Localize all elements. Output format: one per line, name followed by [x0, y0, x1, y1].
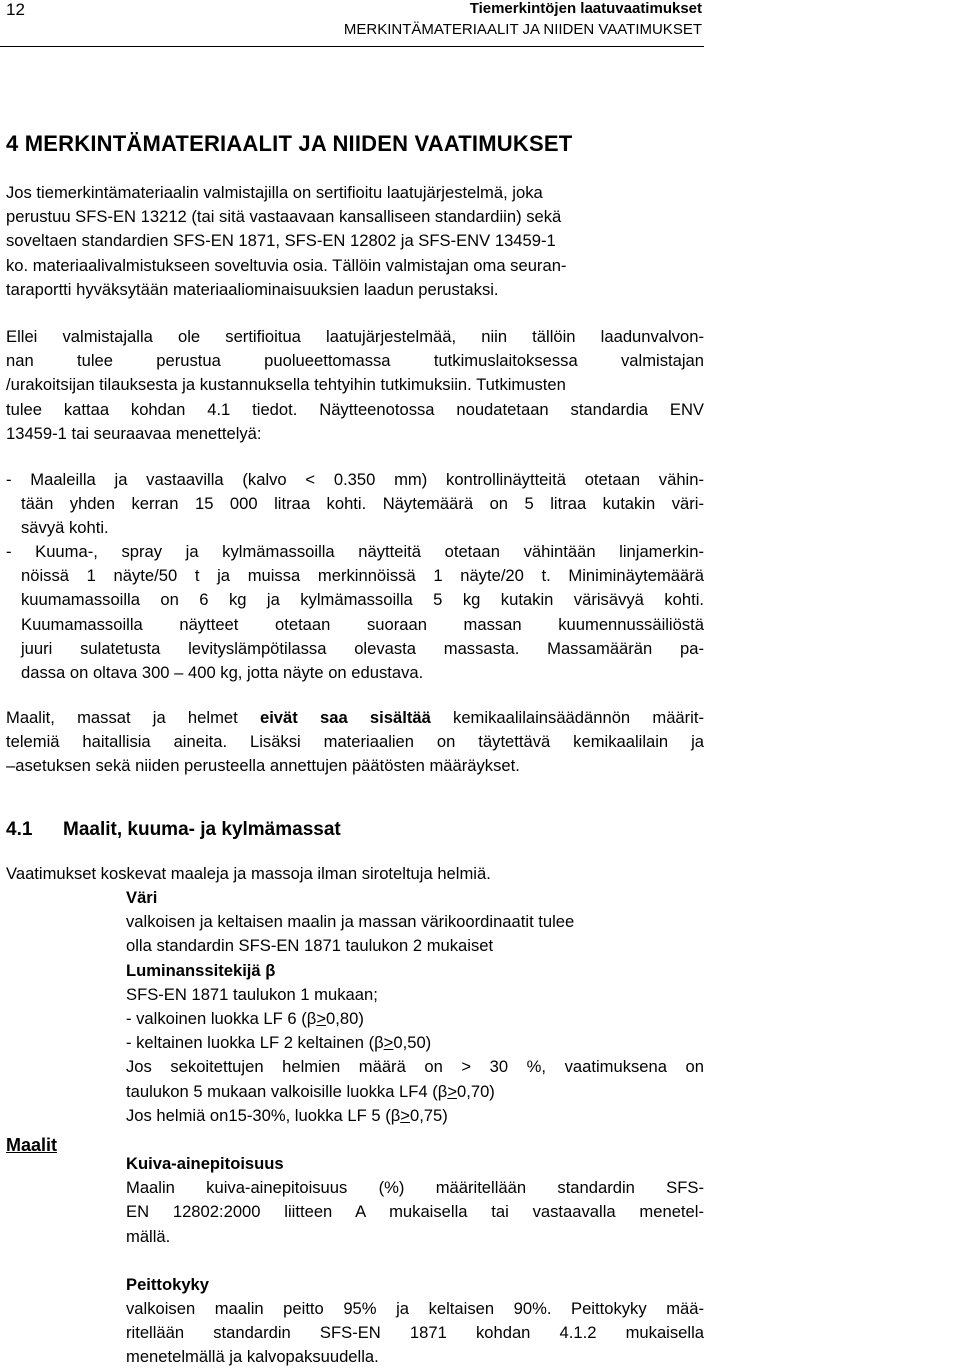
text-line: ritellään standardin SFS-EN 1871 kohdan 4.1.2 mukaisella	[126, 1323, 704, 1343]
header-title: Tiemerkintöjen laatuvaatimukset	[469, 0, 702, 17]
text-line: - Maaleilla ja vastaavilla (kalvo < 0.350 mm) kontrollinäytteitä otetaan vähin-	[6, 470, 704, 489]
spacer	[126, 1249, 704, 1273]
text-line: taraportti hyväksytään materiaaliominaisuuksien laadun perustaksi.	[6, 279, 499, 299]
requirements-column	[126, 886, 704, 1370]
subsection-heading	[6, 818, 341, 842]
text-line: –asetuksen sekä niiden perusteella annettujen päätösten määräykset.	[6, 756, 520, 776]
text-line: 13459-1 tai seuraavaa menettelyä:	[6, 423, 262, 443]
text-line: - Kuuma-, spray ja kylmämassoilla näytteitä otetaan vähintään linjamerkin-	[6, 542, 704, 561]
paragraph-chemicals	[6, 706, 704, 779]
text-line: Jos helmiä on15-30%, luokka LF 5 (β>0,75)	[126, 1105, 448, 1125]
emphasis-text: eivät saa sisältää	[259, 708, 431, 727]
text-line: - valkoinen luokka LF 6 (β>0,80)	[126, 1009, 364, 1029]
header-chapter: MERKINTÄMATERIAALIT JA NIIDEN VAATIMUKSET	[343, 21, 702, 38]
text-line: tään yhden kerran 15 000 litraa kohti. Näytemäärä on 5 litraa kutakin väri-	[21, 494, 704, 514]
text-line: Jos sekoitettujen helmien määrä on > 30 %, vaatimuksena on	[126, 1057, 704, 1077]
spacer	[126, 1128, 704, 1152]
text-line: perustuu SFS-EN 13212 (tai sitä vastaavaan kansalliseen standardiin) sekä	[6, 207, 562, 227]
text-line: telemiä haitallisia aineita. Lisäksi materiaalien on täytettävä kemikaalilain ja	[6, 732, 704, 752]
text-line: Maalin kuiva-ainepitoisuus (%) määritellään standardin SFS-	[126, 1178, 704, 1198]
text-segment: Maalit, massat ja helmet	[6, 708, 260, 727]
text-line: menetelmällä ja kalvopaksuudella.	[126, 1347, 379, 1367]
text-line: kuumamassoilla on 6 kg ja kylmämassoilla 5 kg kutakin värisävyä kohti.	[21, 590, 704, 610]
text-line: Ellei valmistajalla ole sertifioitua laatujärjestelmää, niin tällöin laadunvalvon-	[6, 327, 704, 346]
text-line: ko. materiaalivalmistukseen soveltuvia osia. Tällöin valmistajan oma seuran-	[6, 255, 567, 275]
text-line: /urakoitsijan tilauksesta ja kustannuksella tehtyihin tutkimuksiin. Tutkimusten	[6, 375, 566, 395]
text-segment: kemikaalilainsäädännön määrit-	[430, 708, 704, 727]
requirement-title-dry-content: Kuiva-ainepitoisuus	[126, 1154, 284, 1174]
subsection-number: 4.1	[6, 819, 33, 840]
requirement-title-hiding-power: Peittokyky	[126, 1274, 210, 1294]
paragraph-quality-control	[6, 325, 704, 446]
text-line	[6, 706, 704, 730]
text-line: soveltaen standardien SFS-EN 1871, SFS-EN 12802 ja SFS-ENV 13459-1	[6, 231, 556, 251]
text-line: sävyä kohti.	[21, 518, 109, 538]
text-line: valkoisen ja keltaisen maalin ja massan värikoordinaatit tulee	[126, 912, 575, 932]
text-line: EN 12802:2000 liitteen A mukaisella tai vastaavalla menetel-	[126, 1202, 704, 1222]
header-rule	[0, 46, 704, 47]
subsection-title: Maalit, kuuma- ja kylmämassat	[63, 819, 341, 840]
requirement-title-luminance: Luminanssitekijä β	[126, 960, 276, 980]
text-line: nöissä 1 näyte/50 t ja muissa merkinnöissä 1 näyte/20 t. Miniminäytemäärä	[21, 566, 704, 586]
subsection-intro: Vaatimukset koskevat maaleja ja massoja ilman siroteltuja helmiä.	[6, 864, 491, 883]
list-item-masses	[6, 540, 704, 685]
paragraph-certification	[6, 181, 704, 302]
text-line: SFS-EN 1871 taulukon 1 mukaan;	[126, 984, 378, 1004]
list-item-paints	[6, 468, 704, 541]
text-line: juuri sulatetusta levityslämpötilassa olevasta massasta. Massamäärän pa-	[21, 638, 704, 658]
text-line: Jos tiemerkintämateriaalin valmistajilla on sertifioitu laatujärjestelmä, joka	[6, 183, 543, 202]
text-line: olla standardin SFS-EN 1871 taulukon 2 mukaiset	[126, 936, 494, 956]
text-line: tulee kattaa kohdan 4.1 tiedot. Näytteenotossa noudatetaan standardia ENV	[6, 399, 704, 419]
text-line: Kuumamassoilla näytteet otetaan suoraan massan kuumennussäiliöstä	[21, 614, 704, 634]
requirement-title-color: Väri	[126, 888, 158, 907]
section-heading: 4 MERKINTÄMATERIAALIT JA NIIDEN VAATIMUKSET	[6, 131, 573, 156]
text-line: nan tulee perustua puolueettomassa tutkimuslaitoksessa valmistajan	[6, 351, 704, 371]
text-line: taulukon 5 mukaan valkoisille luokka LF4 (β>0,70)	[126, 1081, 495, 1101]
text-line: dassa on oltava 300 – 400 kg, jotta näyte on edustava.	[21, 663, 424, 683]
side-label-paints: Maalit	[6, 1135, 58, 1155]
text-line: mällä.	[126, 1226, 171, 1246]
page-number: 12	[6, 0, 25, 19]
text-line: valkoisen maalin peitto 95% ja keltaisen 90%. Peittokyky mää-	[126, 1299, 704, 1319]
text-line: - keltainen luokka LF 2 keltainen (β>0,50)	[126, 1033, 432, 1053]
